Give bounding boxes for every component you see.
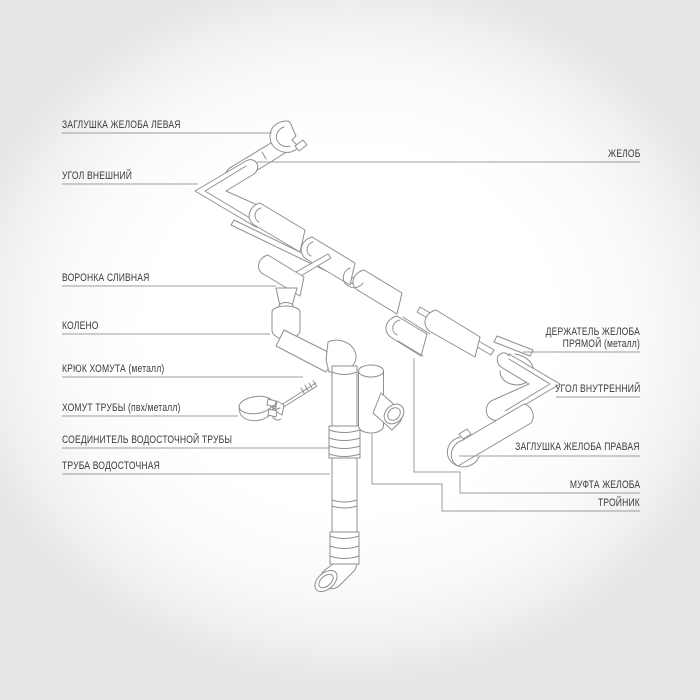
label-gutter-bracket-line1: ДЕРЖАТЕЛЬ ЖЕЛОБА: [545, 326, 640, 338]
label-elbow: КОЛЕНО: [62, 320, 99, 332]
label-gutter-end-cap-left: ЗАГЛУШКА ЖЕЛОБА ЛЕВАЯ: [62, 119, 181, 131]
elbow-icon: [272, 306, 356, 372]
label-gutter-bracket-line2: ПРЯМОЙ (металл): [562, 338, 640, 350]
label-gutter-bracket: [546, 326, 640, 350]
gutter-end-cap-left-icon: [270, 121, 307, 152]
label-tee: ТРОЙНИК: [597, 497, 640, 509]
label-clamp-hook: КРЮК ХОМУТА (металл): [62, 363, 165, 375]
label-inner-corner: УГОЛ ВНУТРЕННИЙ: [554, 383, 640, 395]
label-gutter-end-cap-right: ЗАГЛУШКА ЖЕЛОБА ПРАВАЯ: [515, 441, 640, 453]
label-outer-corner: УГОЛ ВНЕШНИЙ: [62, 170, 133, 182]
drain-funnel-icon: [259, 255, 304, 310]
pipe-clamp-icon: [238, 394, 277, 420]
label-drain-funnel: ВОРОНКА СЛИВНАЯ: [62, 272, 150, 284]
label-gutter-coupling: МУФТА ЖЕЛОБА: [569, 479, 640, 491]
label-pipe-clamp: ХОМУТ ТРУБЫ (пвх/металл): [62, 402, 181, 414]
downpipe-icon: [311, 366, 360, 596]
label-downpipe: ТРУБА ВОДОСТОЧНАЯ: [62, 460, 160, 472]
label-downpipe-connector: СОЕДИНИТЕЛЬ ВОДОСТОЧНОЙ ТРУБЫ: [62, 434, 233, 446]
clamp-hook-icon: [273, 381, 317, 421]
label-gutter: ЖЕЛОБ: [607, 148, 640, 160]
gutter-coupling-icon: [386, 316, 430, 356]
tee-icon: [359, 365, 408, 433]
